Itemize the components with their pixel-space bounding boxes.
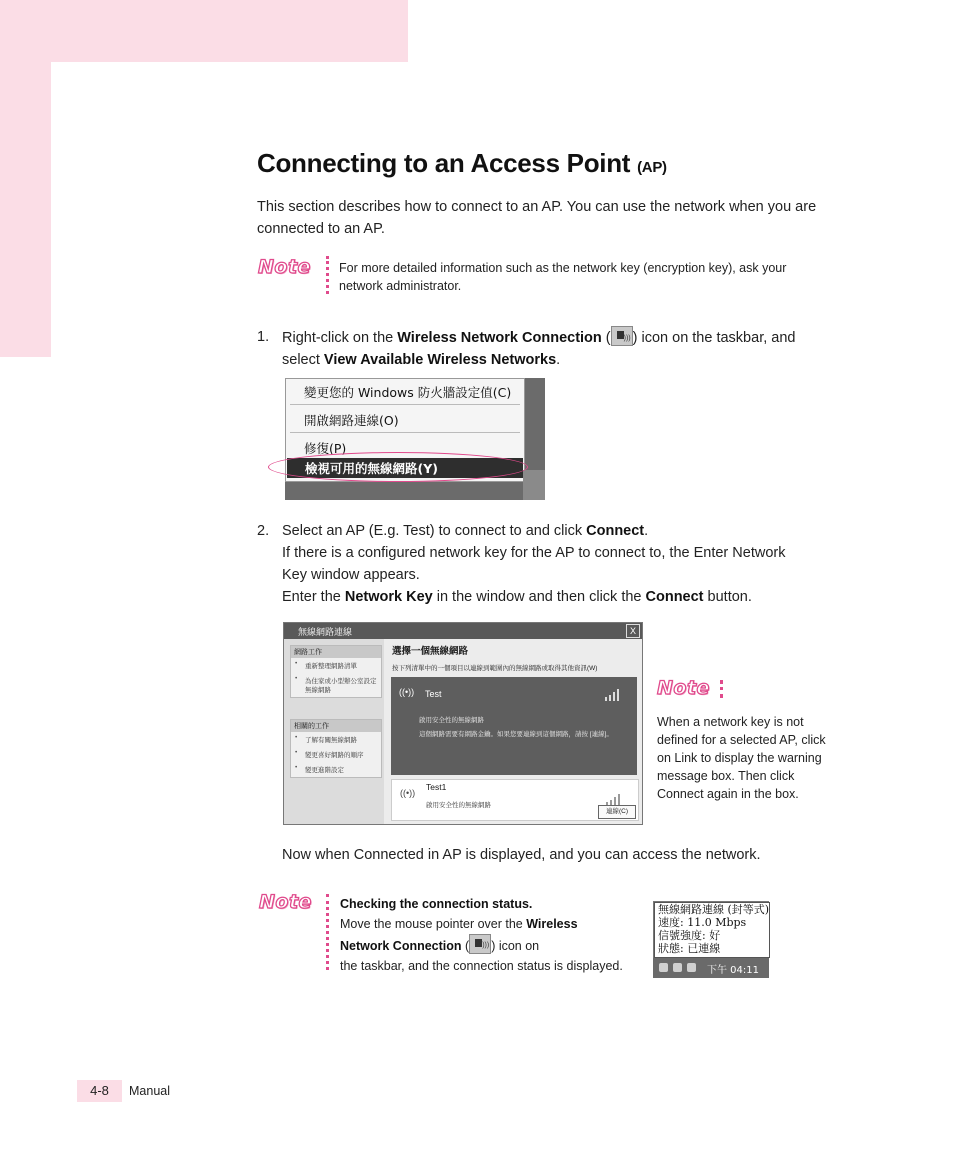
antenna-icon: ((•)): [399, 687, 415, 697]
connected-paragraph: Now when Connected in AP is displayed, and you can access the network.: [282, 847, 761, 863]
connection-status-note: Checking the connection status. Move the mouse pointer over the Wireless Network Connection ())) ) icon on the taskbar, and the connection status is displayed.: [340, 894, 650, 976]
menu-separator: [290, 404, 520, 405]
status-tooltip-screenshot: [653, 901, 769, 978]
step2-text: Select an AP (E.g. Test) to connect to and click Connect. If there is a configured network key for the AP to connect to, the Enter Network Key window appears. Enter the Network Key in the window and then click the Connect button.: [282, 523, 786, 605]
menu-item-open-connections[interactable]: 開啟網路連線(O): [304, 413, 399, 428]
network-tasks-panel: 網路工作 • 重新整理網路清單 • 為住家或小型辦公室設定無線網路: [290, 645, 382, 698]
note-divider: [326, 894, 332, 970]
wireless-tray-icon[interactable]: [659, 963, 668, 972]
related-tasks-panel: 相關的工作 • 了解有關無線網路 • 變更喜好網路的順序 • 變更進階設定: [290, 719, 382, 778]
wireless-network-icon: [611, 326, 633, 346]
menu-item-view-wireless-networks[interactable]: 檢視可用的無線網路(Y): [287, 458, 523, 478]
signal-strength-icon: [605, 689, 621, 701]
note-label: Note: [657, 677, 710, 699]
advanced-settings-link[interactable]: • 變更進階設定: [291, 762, 381, 777]
close-icon[interactable]: X: [626, 624, 640, 638]
side-note-text: When a network key is not defined for a selected AP, click on Link to display the warning message box. Then click Connect again in the box.: [657, 715, 826, 801]
taskbar-tray: [653, 958, 769, 978]
step-number: 2.: [257, 523, 270, 539]
tray-clock: 下午 04:11: [707, 965, 759, 976]
title-suffix: (AP): [637, 159, 667, 176]
refresh-list-link[interactable]: • 重新整理網路清單: [291, 658, 381, 673]
menu-item-firewall[interactable]: 變更您的 Windows 防火牆設定值(C): [304, 385, 512, 400]
note-divider: [326, 256, 332, 294]
status-tooltip: 無線網路連線 (封等式) 速度: 11.0 Mbps 信號強度: 好 狀態: 已連線: [654, 902, 770, 958]
page-number: 4-8: [77, 1080, 122, 1102]
dialog-titlebar: 無線網路連線 X: [284, 623, 642, 639]
menu-item-repair[interactable]: 修復(P): [304, 441, 347, 456]
network-tray-icon[interactable]: [673, 963, 682, 972]
footer-label: Manual: [129, 1084, 170, 1098]
note-divider: [720, 680, 726, 698]
step1-text: Right-click on the Wireless Network Connection ())) ) icon on the taskbar, and select View Available Wireless Networks.: [282, 326, 822, 371]
dialog-sidebar: [284, 639, 384, 824]
menu-separator: [290, 432, 520, 433]
side-band: [0, 62, 51, 357]
dialog-heading: 選擇一個無線網路: [392, 646, 469, 657]
wireless-network-icon: [469, 934, 491, 954]
network-row-test[interactable]: ((•)) Test 啟用安全性的無線網路 這個網路需要有網路金鑰。如果您要連線到這個網路，請按 [連線]。: [391, 677, 637, 775]
dialog-subtext: 按下列清單中的一個項目以連線到範圍內的無線網路或取得其他資訊(W): [392, 665, 598, 672]
wireless-dialog-screenshot: [283, 622, 643, 825]
highlight-ellipse: [268, 452, 528, 482]
intro-paragraph: This section describes how to connect to an AP. You can use the network when you are connected to an AP.: [257, 199, 817, 237]
step-number: 1.: [257, 329, 270, 345]
change-order-link[interactable]: • 變更喜好網路的順序: [291, 747, 381, 762]
note-text: For more detailed information such as the network key (encryption key), ask your network administrator.: [339, 261, 787, 293]
note-label: Note: [258, 256, 311, 278]
connect-button[interactable]: 連線(C): [598, 805, 636, 819]
setup-wireless-link[interactable]: • 為住家或小型辦公室設定無線網路: [291, 673, 381, 697]
antenna-icon: ((•)): [400, 788, 416, 798]
learn-wireless-link[interactable]: • 了解有關無線網路: [291, 732, 381, 747]
tray-wireless-icon[interactable]: [523, 470, 545, 500]
note-label: Note: [259, 891, 312, 913]
network-row-test1[interactable]: ((•)) Test1 啟用安全性的無線網路: [391, 779, 639, 821]
header-band: [0, 0, 408, 62]
page-title: Connecting to an Access Point (AP): [257, 148, 667, 178]
shield-icon[interactable]: [687, 963, 696, 972]
